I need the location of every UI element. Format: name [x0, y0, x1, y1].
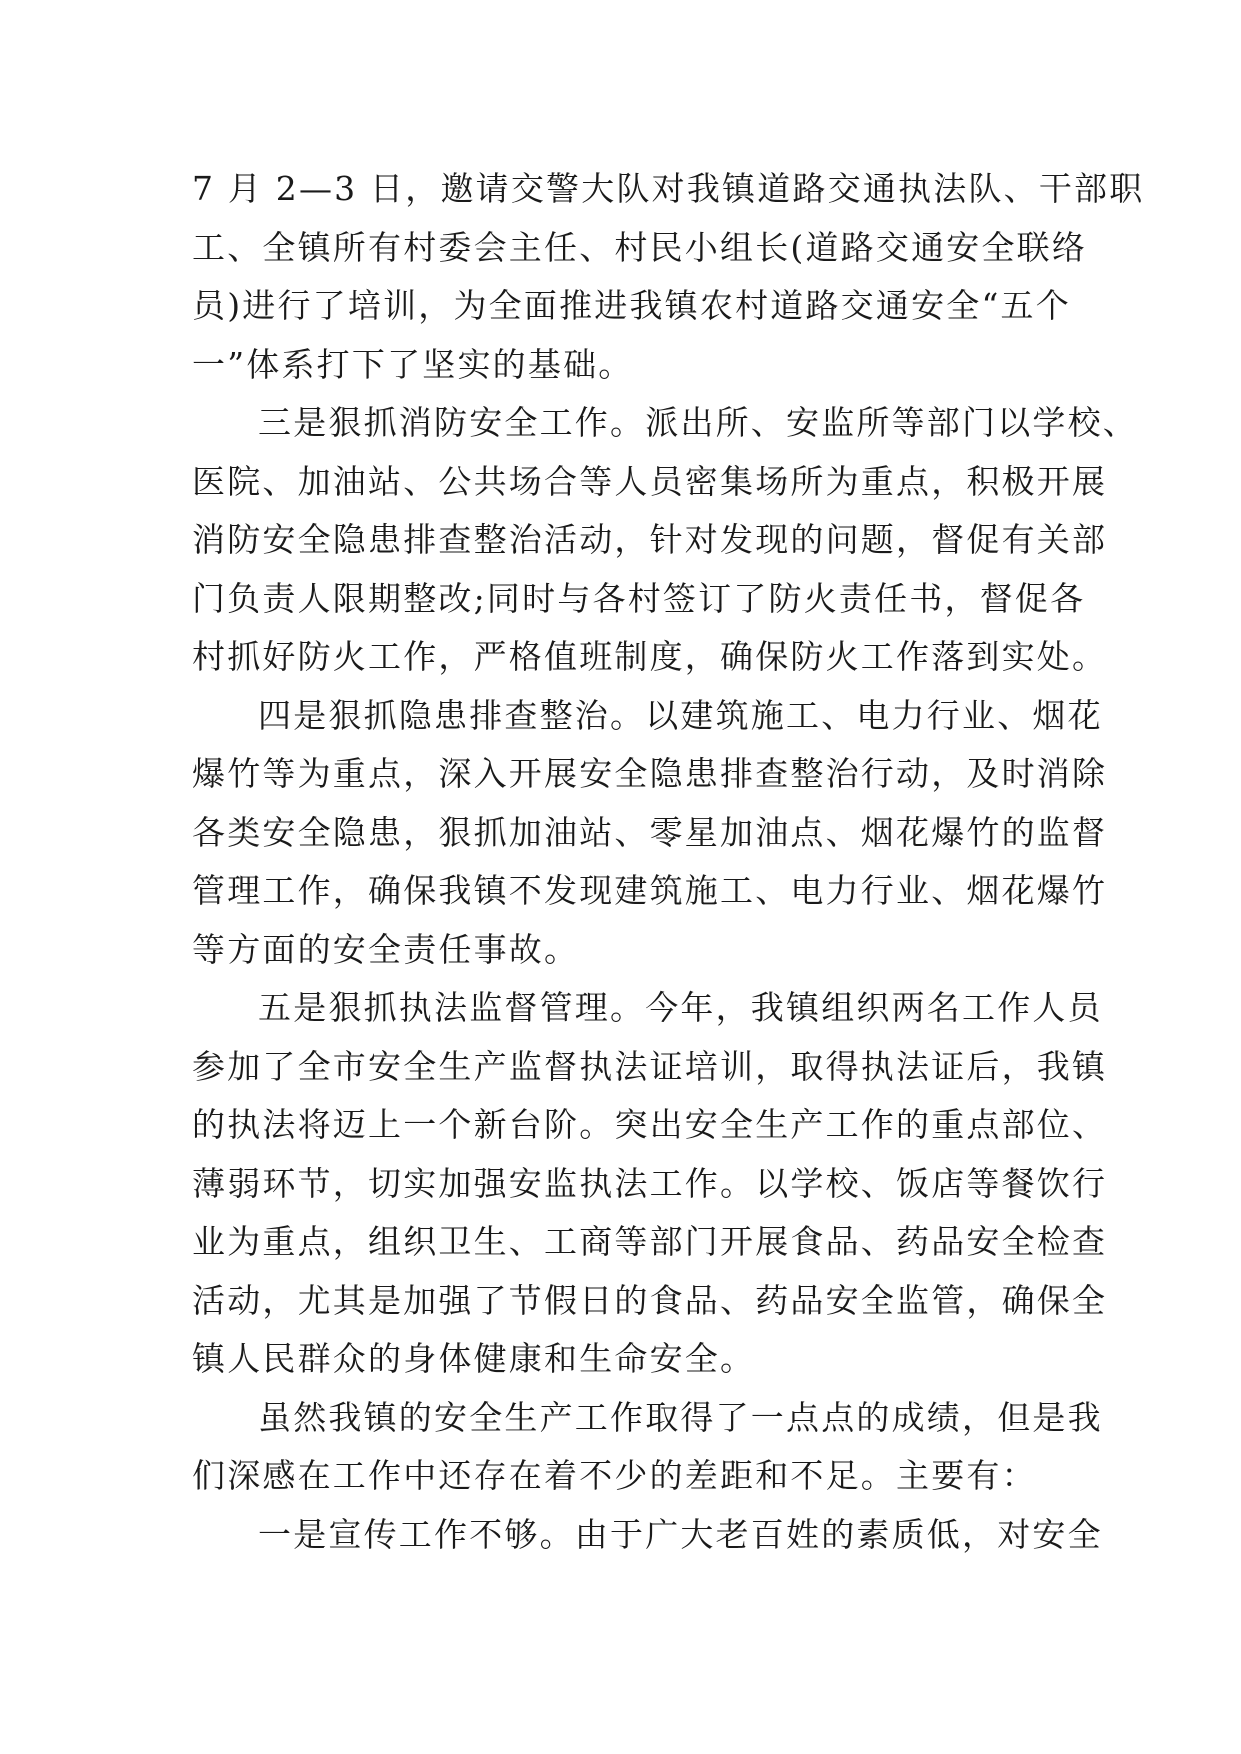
text-line: 镇人民群众的身体健康和生命安全。 [192, 1339, 756, 1378]
paragraph-start-line: 虽然我镇的安全生产工作取得了一点点的成绩，但是我 [258, 1397, 1103, 1437]
text-line: 管理工作，确保我镇不发现建筑施工、电力行业、烟花爆竹 [192, 871, 1108, 910]
paragraph-start-line: 一是宣传工作不够。由于广大老百姓的素质低，对安全 [258, 1514, 1103, 1554]
text-line: 村抓好防火工作，严格值班制度，确保防火工作落到实处。 [192, 637, 1108, 676]
text-line: 爆竹等为重点，深入开展安全隐患排查整治行动，及时消除 [192, 754, 1108, 793]
paragraph-start-line: 四是狠抓隐患排查整治。以建筑施工、电力行业、烟花 [258, 695, 1103, 735]
paragraph-start-line: 五是狠抓执法监督管理。今年，我镇组织两名工作人员 [258, 988, 1103, 1027]
text-line: 消防安全隐患排查整治活动，针对发现的问题，督促有关部 [192, 520, 1108, 559]
text-line: 员)进行了培训，为全面推进我镇农村道路交通安全“五个 [192, 286, 1071, 325]
text-line: 等方面的安全责任事故。 [192, 929, 580, 969]
text-line: 医院、加油站、公共场合等人员密集场所为重点，积极开展 [192, 461, 1108, 501]
text-line: 7 月 2—3 日，邀请交警大队对我镇道路交通执法队、干部职 [192, 169, 1145, 208]
text-line: 各类安全隐患，狠抓加油站、零星加油点、烟花爆竹的监督 [192, 812, 1108, 852]
text-line: 活动，尤其是加强了节假日的食品、药品安全监管，确保全 [192, 1280, 1108, 1320]
text-line: 一”体系打下了坚实的基础。 [192, 344, 634, 384]
text-line: 业为重点，组织卫生、工商等部门开展食品、药品安全检查 [192, 1222, 1108, 1261]
text-line: 工、全镇所有村委会主任、村民小组长(道路交通安全联络 [192, 227, 1088, 267]
text-line: 的执法将迈上一个新台阶。突出安全生产工作的重点部位、 [192, 1105, 1108, 1144]
text-line: 参加了全市安全生产监督执法证培训，取得执法证后，我镇 [192, 1046, 1108, 1086]
text-line: 门负责人限期整改;同时与各村签订了防火责任书，督促各 [192, 578, 1086, 618]
document-body [192, 160, 1145, 1564]
paragraph-start-line: 三是狠抓消防安全工作。派出所、安监所等部门以学校、 [258, 403, 1138, 442]
text-line: 们深感在工作中还存在着不少的差距和不足。主要有： [192, 1456, 1037, 1495]
text-line: 薄弱环节，切实加强安监执法工作。以学校、饭店等餐饮行 [192, 1163, 1108, 1203]
